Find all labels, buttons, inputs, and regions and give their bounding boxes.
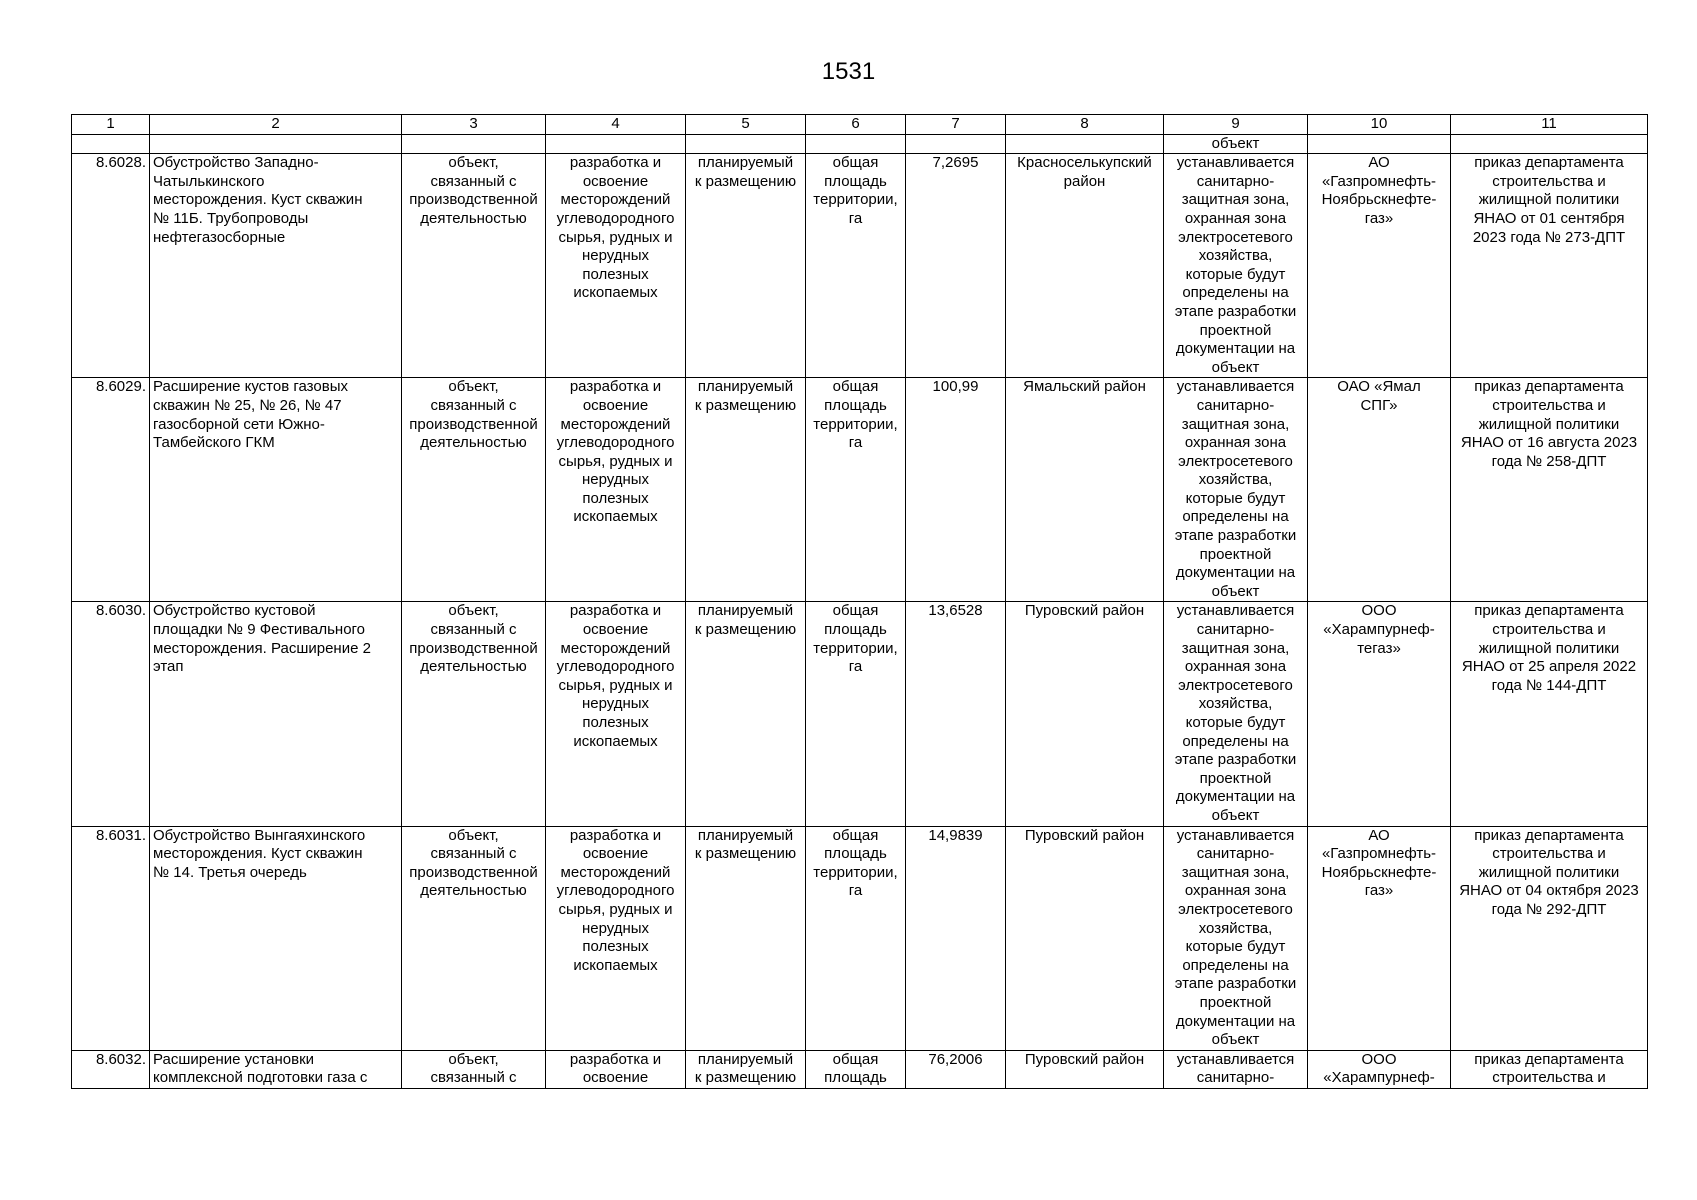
continuation-cell <box>1451 134 1648 154</box>
table-row <box>72 826 1648 1050</box>
entry-object-type: объект, связанный с производственной деятельностью <box>402 826 546 1050</box>
entry-value: 7,2695 <box>906 154 1006 378</box>
entry-name: Обустройство Западно- Чатылькинского месторождения. Куст скважин № 11Б. Трубопроводы нефтегазосборные <box>150 154 402 378</box>
table-row <box>72 602 1648 826</box>
continuation-cell <box>1006 134 1164 154</box>
entry-value: 14,9839 <box>906 826 1006 1050</box>
entry-purpose: разработка и освоение месторождений углеводородного сырья, рудных и нерудных полезных ископаемых <box>546 602 686 826</box>
entry-district: Пуровский район <box>1006 826 1164 1050</box>
entry-purpose: разработка и освоение месторождений углеводородного сырья, рудных и нерудных полезных ископаемых <box>546 826 686 1050</box>
entry-number: 8.6028. <box>72 154 150 378</box>
entry-purpose: разработка и освоение <box>546 1050 686 1088</box>
entry-organization: ООО «Харампурнеф- <box>1308 1050 1451 1088</box>
column-number: 2 <box>150 115 402 135</box>
entry-characteristic: общая площадь территории, га <box>806 378 906 602</box>
entry-district: Ямальский район <box>1006 378 1164 602</box>
column-number: 5 <box>686 115 806 135</box>
entry-name: Обустройство Вынгаяхинского месторождения. Куст скважин № 14. Третья очередь <box>150 826 402 1050</box>
entry-organization: ООО «Харампурнеф- тегаз» <box>1308 602 1451 826</box>
entry-document: приказ департамента строительства и жилищной политики ЯНАО от 16 августа 2023 года № 258-ДПТ <box>1451 378 1648 602</box>
entry-organization: АО «Газпромнефть- Ноябрьскнефте- газ» <box>1308 154 1451 378</box>
entry-status: планируемый к размещению <box>686 602 806 826</box>
column-number: 8 <box>1006 115 1164 135</box>
column-number: 10 <box>1308 115 1451 135</box>
entry-status: планируемый к размещению <box>686 378 806 602</box>
entry-zone: устанавливается санитарно- защитная зона, охранная зона электросетевого хозяйства, которые будут определены на этапе разработки проектной документации на объект <box>1164 154 1308 378</box>
column-number-row <box>72 115 1648 135</box>
entry-purpose: разработка и освоение месторождений углеводородного сырья, рудных и нерудных полезных ископаемых <box>546 154 686 378</box>
continuation-cell <box>1308 134 1451 154</box>
entry-object-type: объект, связанный с производственной деятельностью <box>402 154 546 378</box>
entry-number: 8.6032. <box>72 1050 150 1088</box>
entry-district: Пуровский район <box>1006 1050 1164 1088</box>
continuation-cell <box>402 134 546 154</box>
entry-document: приказ департамента строительства и жилищной политики ЯНАО от 01 сентября 2023 года № 273-ДПТ <box>1451 154 1648 378</box>
table-row <box>72 1050 1648 1088</box>
entry-object-type: объект, связанный с производственной деятельностью <box>402 602 546 826</box>
entry-name: Расширение кустов газовых скважин № 25, № 26, № 47 газосборной сети Южно- Тамбейского ГКМ <box>150 378 402 602</box>
entry-characteristic: общая площадь <box>806 1050 906 1088</box>
column-number: 6 <box>806 115 906 135</box>
continuation-cell: объект <box>1164 134 1308 154</box>
entry-zone: устанавливается санитарно- защитная зона, охранная зона электросетевого хозяйства, которые будут определены на этапе разработки проектной документации на объект <box>1164 378 1308 602</box>
column-number: 1 <box>72 115 150 135</box>
column-number: 9 <box>1164 115 1308 135</box>
entry-document: приказ департамента строительства и <box>1451 1050 1648 1088</box>
entry-value: 76,2006 <box>906 1050 1006 1088</box>
entry-number: 8.6031. <box>72 826 150 1050</box>
entry-characteristic: общая площадь территории, га <box>806 602 906 826</box>
entry-object-type: объект, связанный с производственной деятельностью <box>402 378 546 602</box>
table-row <box>72 378 1648 602</box>
entry-status: планируемый к размещению <box>686 826 806 1050</box>
column-number: 3 <box>402 115 546 135</box>
entry-characteristic: общая площадь территории, га <box>806 154 906 378</box>
column-number: 4 <box>546 115 686 135</box>
continuation-cell <box>806 134 906 154</box>
page-number: 1531 <box>821 58 876 85</box>
column-number: 11 <box>1451 115 1648 135</box>
entry-zone: устанавливается санитарно- защитная зона, охранная зона электросетевого хозяйства, которые будут определены на этапе разработки проектной документации на объект <box>1164 826 1308 1050</box>
continuation-cell <box>72 134 150 154</box>
entry-object-type: объект, связанный с <box>402 1050 546 1088</box>
entry-organization: ОАО «Ямал СПГ» <box>1308 378 1451 602</box>
continuation-cell <box>686 134 806 154</box>
entry-document: приказ департамента строительства и жилищной политики ЯНАО от 25 апреля 2022 года № 144-ДПТ <box>1451 602 1648 826</box>
column-number: 7 <box>906 115 1006 135</box>
entry-document: приказ департамента строительства и жилищной политики ЯНАО от 04 октября 2023 года № 292-ДПТ <box>1451 826 1648 1050</box>
entry-organization: АО «Газпромнефть- Ноябрьскнефте- газ» <box>1308 826 1451 1050</box>
entry-zone: устанавливается санитарно- защитная зона, охранная зона электросетевого хозяйства, которые будут определены на этапе разработки проектной документации на объект <box>1164 602 1308 826</box>
entry-characteristic: общая площадь территории, га <box>806 826 906 1050</box>
entry-status: планируемый к размещению <box>686 154 806 378</box>
entry-number: 8.6029. <box>72 378 150 602</box>
registry-table <box>71 114 1648 1089</box>
table-row <box>72 154 1648 378</box>
continuation-cell <box>906 134 1006 154</box>
entry-status: планируемый к размещению <box>686 1050 806 1088</box>
entry-district: Красноселькупский район <box>1006 154 1164 378</box>
continuation-cell <box>546 134 686 154</box>
entry-zone: устанавливается санитарно- <box>1164 1050 1308 1088</box>
continuation-cell <box>150 134 402 154</box>
entry-value: 100,99 <box>906 378 1006 602</box>
entry-name: Обустройство кустовой площадки № 9 Фестивального месторождения. Расширение 2 этап <box>150 602 402 826</box>
entry-number: 8.6030. <box>72 602 150 826</box>
continuation-row <box>72 134 1648 154</box>
entry-value: 13,6528 <box>906 602 1006 826</box>
entry-district: Пуровский район <box>1006 602 1164 826</box>
entry-purpose: разработка и освоение месторождений углеводородного сырья, рудных и нерудных полезных ископаемых <box>546 378 686 602</box>
entry-name: Расширение установки комплексной подготовки газа с <box>150 1050 402 1088</box>
